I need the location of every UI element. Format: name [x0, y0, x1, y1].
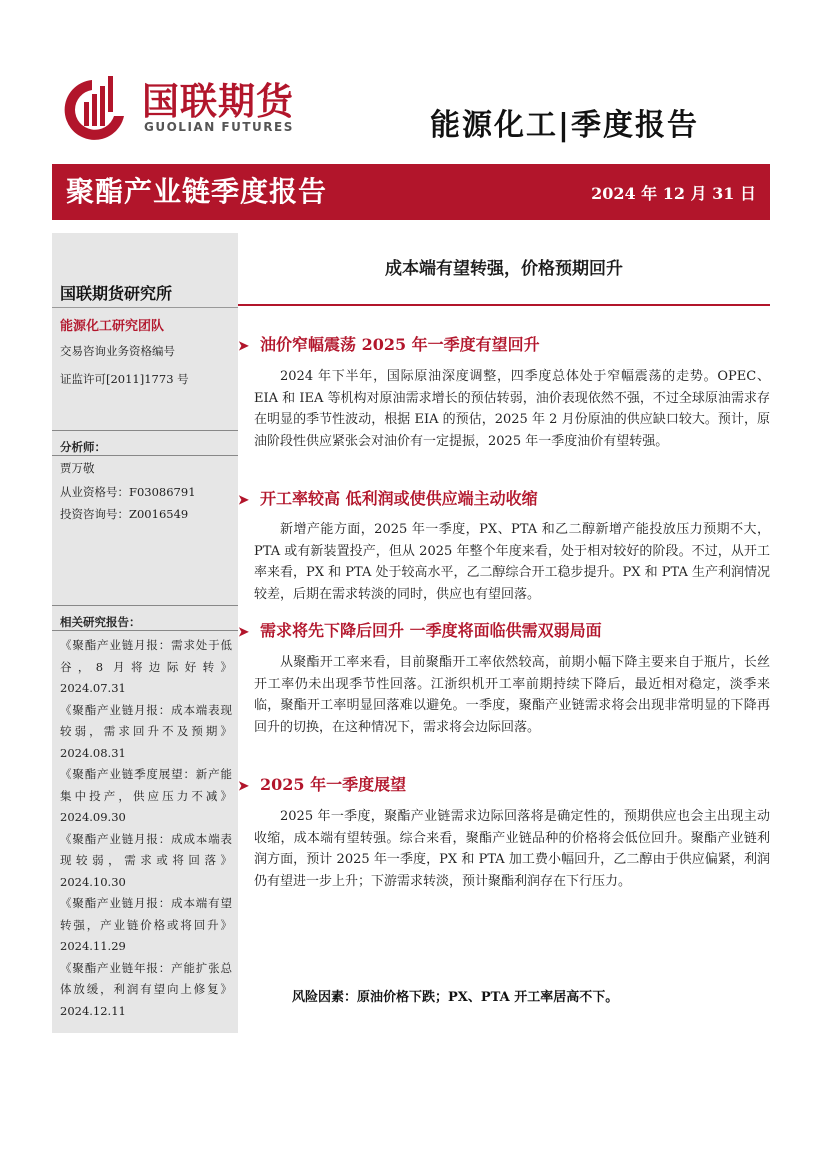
triangle-arrow-icon: ➤ [238, 625, 249, 640]
risk-factors: 风险因素：原油价格下跌；PX、PTA 开工率居高不下。 [292, 990, 619, 1005]
institute-name: 国联期货研究所 [60, 284, 173, 303]
team-name: 能源化工研究团队 [60, 319, 165, 334]
logo-english-name: GUOLIAN FUTURES [144, 120, 294, 134]
headline-divider [238, 304, 770, 306]
section-heading-text: 开工率较高 低利润或使供应端主动收缩 [260, 489, 538, 508]
qualification-number: 从业资格号：F03086791 [60, 485, 196, 499]
guolian-logo-icon [58, 72, 132, 142]
title-banner [52, 164, 770, 220]
report-date: 2024 年 12 月 31 日 [591, 184, 756, 203]
section-body: 从聚酯开工率来看，目前聚酯开工率依然较高，前期小幅下降主要来自于瓶片，长丝开工率仍未出现季节性回落。江浙织机开工率前期持续下降后，最近相对稳定，淡季来临，聚酯开工率明显回落难以避免。一季度，聚酯产业链需求将会出现非常明显的下降再回升的切换，在这种情况下，需求将会边际回落。 [254, 655, 770, 735]
report-title: 聚酯产业链季度报告 [66, 175, 328, 208]
related-report-item[interactable]: 《聚酯产业链月报：成本端有望转强，产业链价格或将回升》2024.11.29 [60, 896, 232, 953]
section-heading [238, 332, 540, 355]
analyst-name: 贾万敬 [60, 461, 95, 475]
related-report-item[interactable]: 《聚酯产业链月报：需求处于低谷，8 月将边际好转》2024.07.31 [60, 638, 232, 695]
section-body: 2024 年下半年，国际原油深度调整，四季度总体处于窄幅震荡的走势。OPEC、EIA 和 IEA 等机构对原油需求增长的预估转弱，油价表现依然不强，不过全球原油需求存在明显的季节性波动，根据 EIA 的预估，2025 年 2 月份原油的供应缺口较大。预计，原油阶段性供应紧张会对油价有一定提振，2025 年一季度油价有望转强。 [254, 369, 770, 449]
section-body: 2025 年一季度，聚酯产业链需求边际回落将是确定性的，预期供应也会主出现主动收缩，成本端有望转强。综合来看，聚酯产业链品种的价格将会低位回升。聚酯产业链利润方面，预计 2025 年一季度，PX 和 PTA 加工费小幅回升，乙二醇由于供应偏紧，利润仍有望进一步上升；下游需求转淡，预计聚酯利润存在下行压力。 [254, 809, 770, 889]
company-logo [58, 72, 328, 142]
triangle-arrow-icon: ➤ [238, 339, 249, 354]
triangle-arrow-icon: ➤ [238, 493, 249, 508]
license-number: 证监许可[2011]1773 号 [60, 372, 189, 386]
section-heading [238, 486, 538, 509]
sidebar [52, 233, 238, 1033]
section-heading [238, 772, 406, 795]
section-heading-text: 油价窄幅震荡 2025 年一季度有望回升 [260, 335, 540, 354]
sidebar-divider [52, 605, 238, 606]
section-body: 新增产能方面，2025 年一季度，PX、PTA 和乙二醇新增产能投放压力预期不大，PTA 或有新装置投产，但从 2025 年整个年度来看，处于相对较好的阶段。不过，从开工率来看，PX 和 PTA 处于较高水平，乙二醇综合开工稳步提升。PX 和 PTA 生产利润情况较差，后期在需求转淡的同时，供应也有望回落。 [254, 522, 770, 602]
related-report-item[interactable]: 《聚酯产业链季度展望：新产能集中投产，供应压力不减》2024.09.30 [60, 767, 232, 824]
related-reports-list [60, 635, 232, 1022]
related-report-item[interactable]: 《聚酯产业链年报：产能扩张总体放缓，利润有望向上修复》2024.12.11 [60, 960, 232, 1018]
license-label: 交易咨询业务资格编号 [60, 344, 175, 358]
related-reports-label: 相关研究报告： [60, 615, 141, 629]
related-report-item[interactable]: 《聚酯产业链月报：成成本端表现较弱，需求或将回落》2024.10.30 [60, 831, 232, 889]
analyst-label: 分析师： [60, 440, 106, 454]
report-category: 能源化工|季度报告 [430, 108, 699, 143]
section-heading-text: 需求将先下降后回升 一季度将面临供需双弱局面 [260, 621, 602, 640]
triangle-arrow-icon: ➤ [238, 779, 249, 794]
related-report-item[interactable]: 《聚酯产业链月报：成本端表现较弱，需求回升不及预期》2024.08.31 [60, 702, 232, 760]
sidebar-divider [52, 630, 238, 631]
report-headline: 成本端有望转强，价格预期回升 [385, 259, 623, 279]
logo-chinese-name: 国联期货 [142, 80, 294, 123]
sidebar-divider [52, 455, 238, 456]
sidebar-divider [52, 307, 238, 308]
sidebar-divider [52, 430, 238, 431]
investment-advisory-number: 投资咨询号：Z0016549 [60, 507, 189, 521]
section-heading-text: 2025 年一季度展望 [260, 775, 407, 794]
section-heading [238, 618, 602, 641]
